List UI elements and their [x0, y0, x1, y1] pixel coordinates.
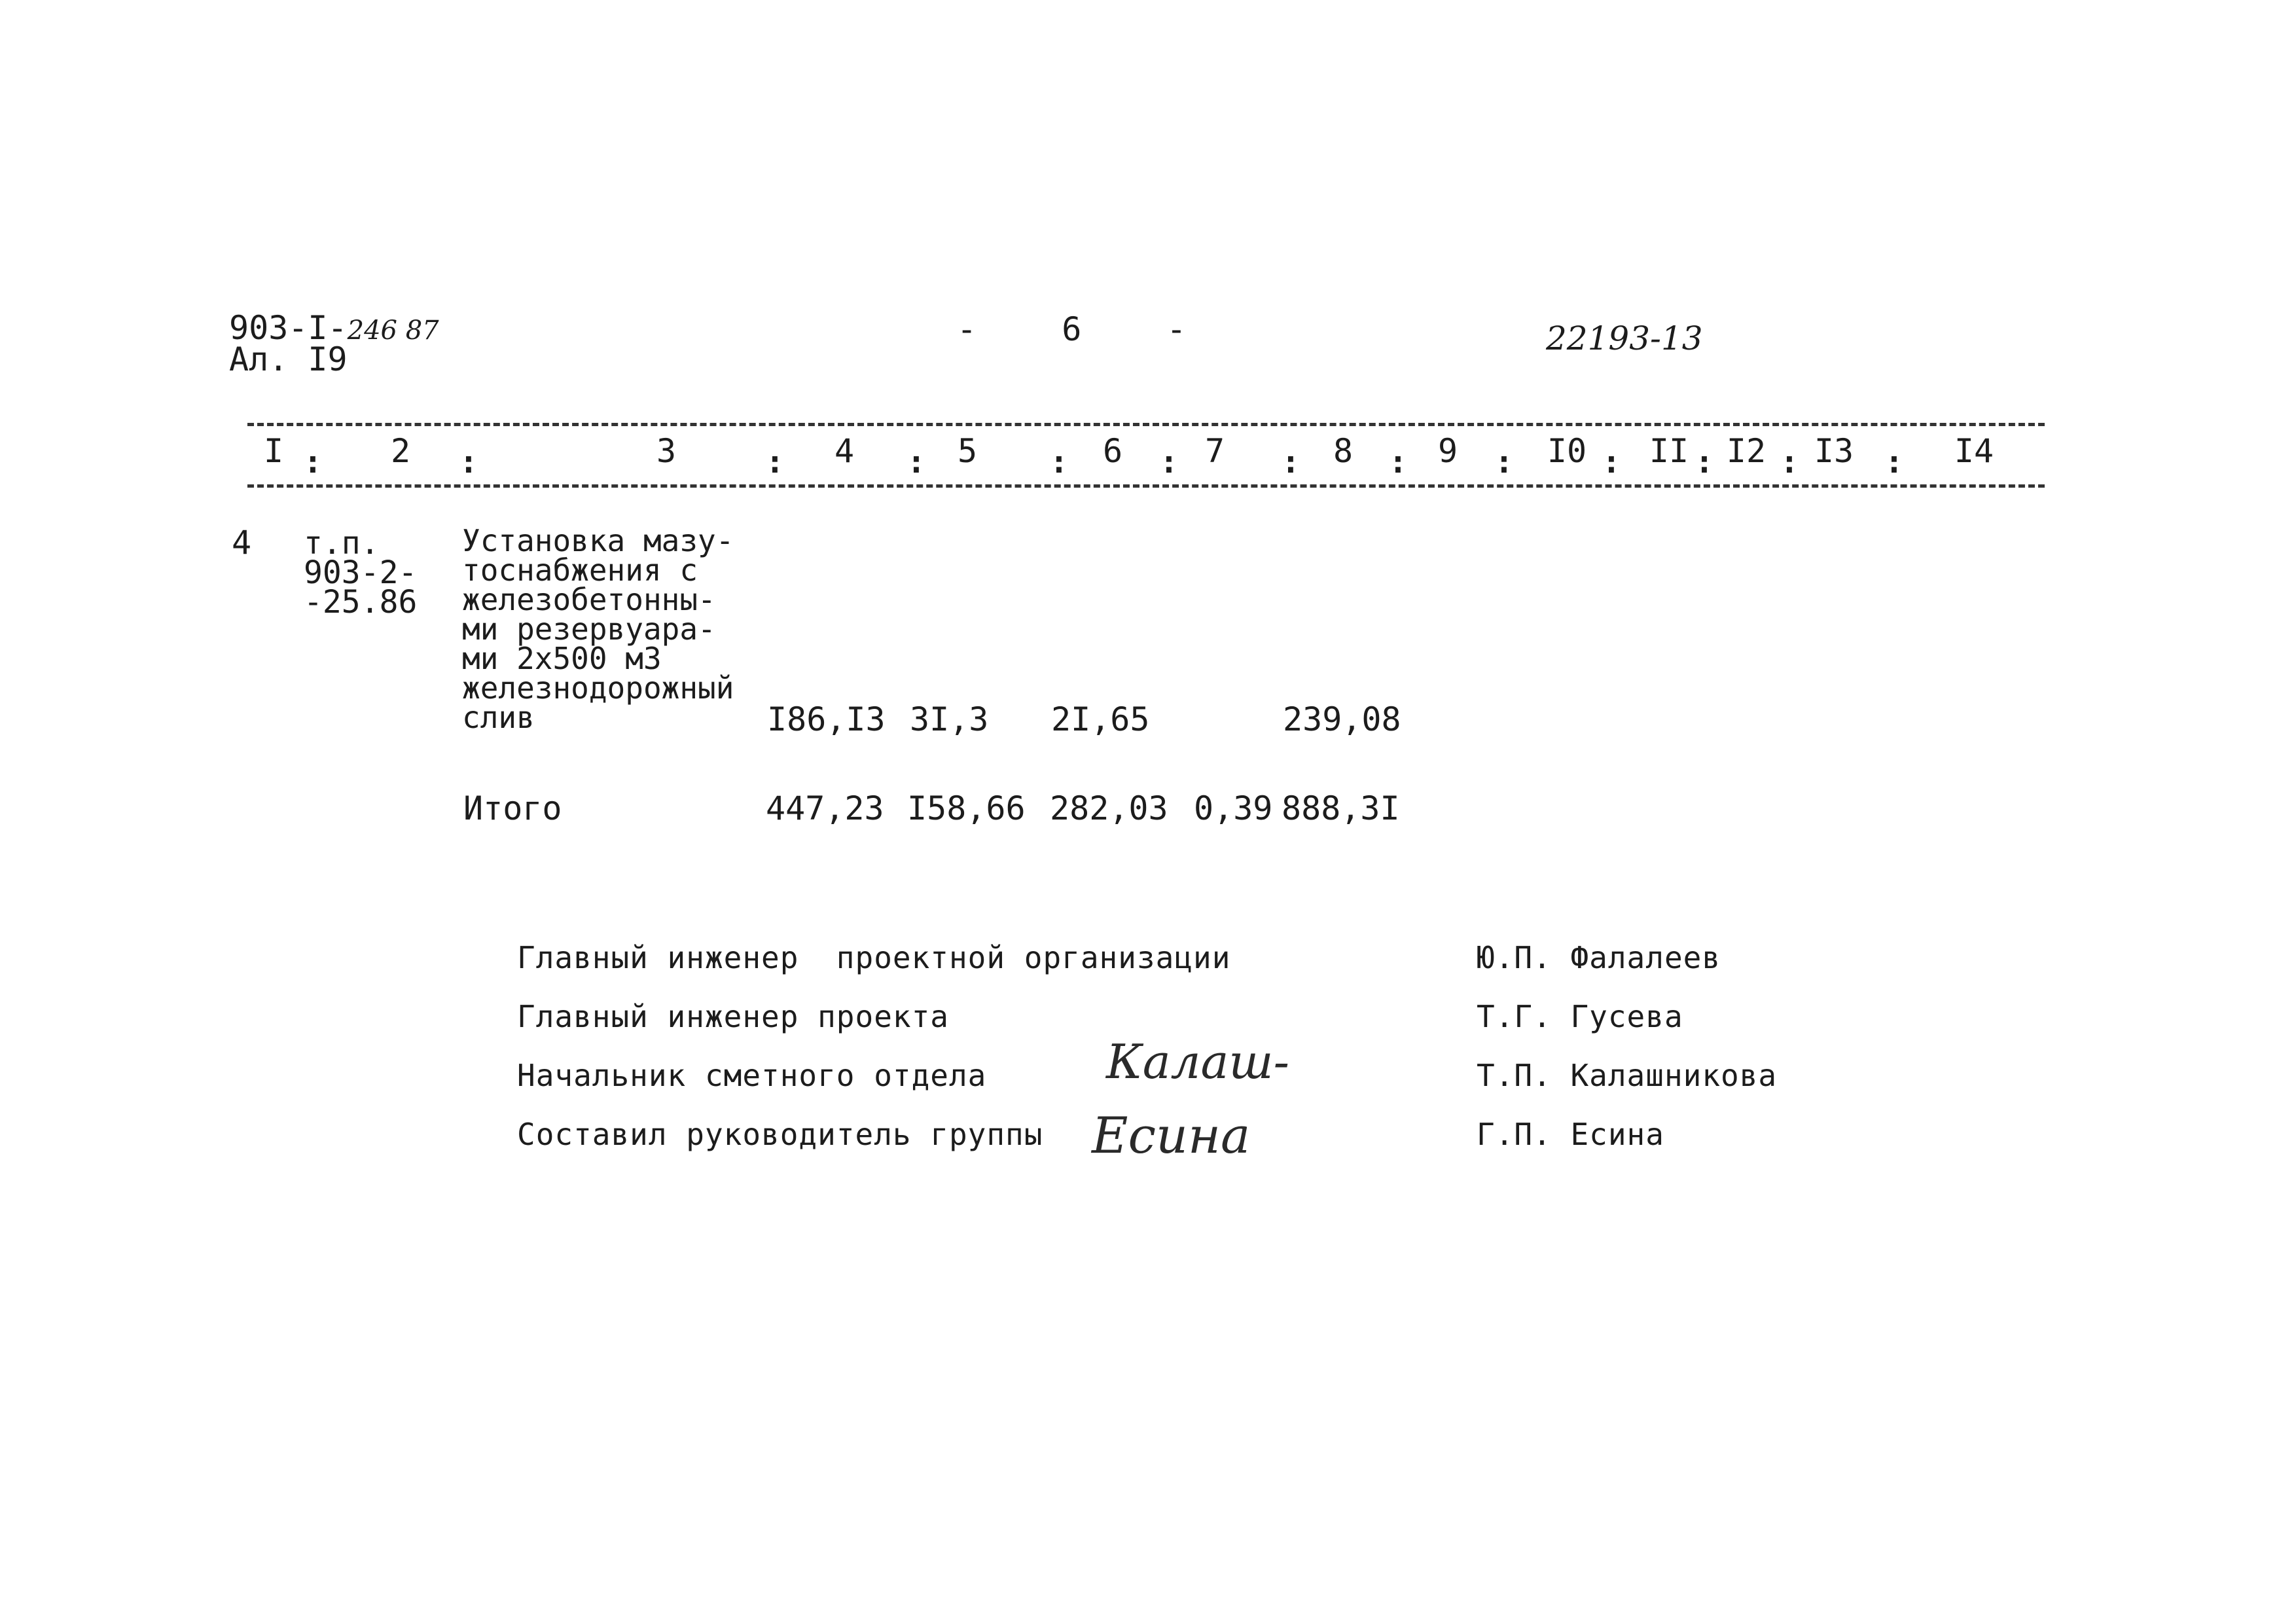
column-number-12: I2 — [1726, 432, 1767, 470]
column-separator: : — [1281, 444, 1300, 480]
column-separator: : — [765, 444, 785, 480]
column-number-10: I0 — [1547, 432, 1587, 470]
column-separator: : — [1780, 444, 1799, 480]
signature-role: Начальник сметного отдела — [517, 1058, 987, 1093]
column-separator: : — [1602, 444, 1621, 480]
column-separator: : — [459, 444, 478, 480]
column-number-1: I — [263, 432, 284, 470]
cell-column-6: 2I,65 — [1051, 700, 1150, 738]
cell-column-4: I86,I3 — [767, 700, 886, 738]
description-line: ми резервуара- — [462, 611, 716, 647]
column-number-11: II — [1649, 432, 1689, 470]
reference-line: т.п. — [304, 525, 380, 562]
handwritten-signature: Калаш- — [1106, 1034, 1289, 1089]
column-separator: : — [1494, 444, 1514, 480]
description-line: железобетонны- — [462, 582, 716, 617]
signature-name: Ю.П. Фалалеев — [1477, 940, 1721, 975]
column-number-9: 9 — [1437, 432, 1458, 470]
document-code-typed: 903-I- — [229, 309, 348, 347]
column-number-4: 4 — [834, 432, 855, 470]
signature-name: Т.Г. Гусева — [1477, 999, 1683, 1034]
document-code-handwritten: 246 87 — [347, 316, 439, 346]
column-separator: : — [1049, 444, 1069, 480]
column-number-2: 2 — [390, 432, 411, 470]
cell-column-5: 3I,3 — [910, 700, 989, 738]
sheet-code: 22193-13 — [1546, 319, 1703, 357]
page-number — [957, 310, 1187, 348]
handwritten-signature: Есина — [1092, 1106, 1251, 1164]
album-number: Ал. I9 — [229, 340, 348, 378]
column-separator: : — [303, 444, 323, 480]
total-column-4: 447,23 — [766, 789, 884, 827]
column-separator: : — [906, 444, 926, 480]
total-column-7: 0,39 — [1194, 789, 1273, 827]
column-separator: : — [1695, 444, 1714, 480]
description-line: слив — [462, 700, 535, 735]
description-line: железнодорожный — [462, 670, 734, 706]
reference-line: -25.86 — [304, 584, 418, 621]
table-row-number: 4 — [232, 524, 252, 562]
description-line: тоснабжения с — [462, 552, 698, 588]
column-number-7: 7 — [1204, 432, 1225, 470]
total-label: Итого — [463, 789, 562, 827]
column-number-14: I4 — [1954, 432, 1994, 470]
signature-role: Составил руководитель группы — [517, 1117, 1043, 1152]
header-rule-top — [247, 423, 2045, 426]
column-number-13: I3 — [1814, 432, 1854, 470]
column-number-8: 8 — [1333, 432, 1354, 470]
description-line: ми 2х500 м3 — [462, 641, 662, 676]
signature-name: Т.П. Калашникова — [1477, 1058, 1778, 1093]
signature-name: Г.П. Есина — [1477, 1117, 1664, 1152]
signature-role: Главный инженер проектной организации — [517, 940, 1231, 975]
cell-column-8: 239,08 — [1283, 700, 1401, 738]
column-separator: : — [1884, 444, 1904, 480]
table-row-description — [462, 523, 734, 735]
column-number-6: 6 — [1102, 432, 1123, 470]
header-rule-bottom — [247, 484, 2045, 488]
total-column-6: 282,03 — [1050, 789, 1168, 827]
reference-line: 903-2- — [304, 554, 418, 591]
total-column-8: 888,3I — [1282, 789, 1400, 827]
column-separator: : — [1159, 444, 1179, 480]
column-number-5: 5 — [957, 432, 978, 470]
page-number-text: - 6 - — [957, 310, 1187, 348]
table-row-reference — [304, 525, 418, 621]
signature-role: Главный инженер проекта — [517, 999, 949, 1034]
description-line: Установка мазу- — [462, 523, 734, 558]
column-separator: : — [1388, 444, 1408, 480]
column-number-3: 3 — [656, 432, 677, 470]
total-column-5: I58,66 — [907, 789, 1026, 827]
